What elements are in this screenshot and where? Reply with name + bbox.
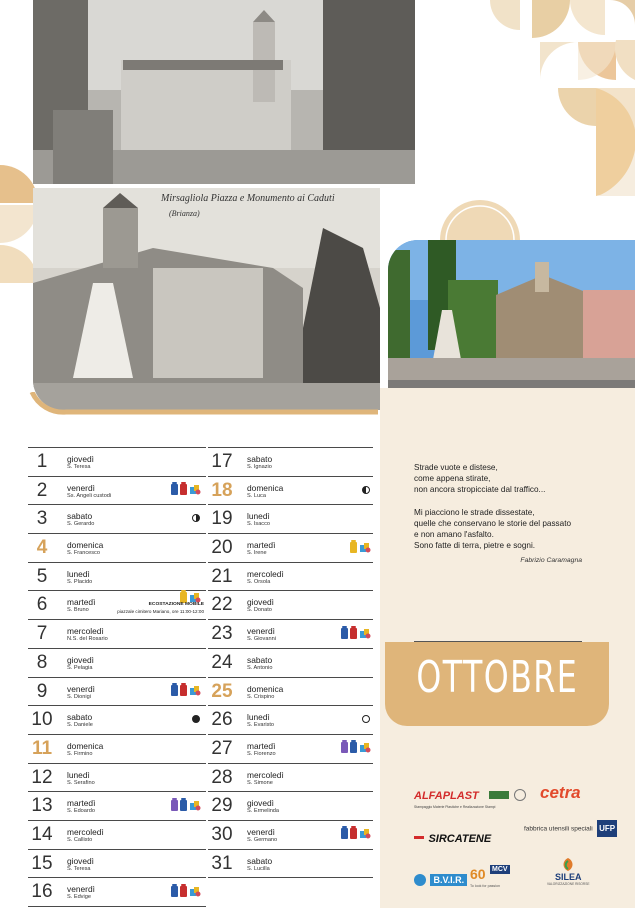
mixed-waste-icon <box>359 628 371 639</box>
decorative-semicircle <box>440 200 520 242</box>
sponsor-logo-sircatene: SIRCATENE <box>414 829 491 847</box>
waste-bin-icon-blu <box>341 828 348 839</box>
saint-name: S. Simone <box>247 779 273 786</box>
calendar-top-rule <box>28 447 206 448</box>
saint-name: S. Lucilla <box>247 865 270 872</box>
day-number: 4 <box>36 537 48 559</box>
weekday-label: venerdì <box>67 884 95 895</box>
calendar-day-row <box>28 678 206 707</box>
waste-bin-icon-rosso <box>180 484 187 495</box>
mixed-waste-icon <box>189 484 201 495</box>
day-number: 18 <box>211 479 233 501</box>
saint-name: S. Daniele <box>67 722 93 729</box>
weekday-label: sabato <box>247 454 273 464</box>
moon-phase-icon <box>192 715 200 723</box>
weekday-label: venerdì <box>67 683 95 694</box>
day-number: 16 <box>31 881 53 903</box>
waste-collection-icons <box>341 741 371 755</box>
calendar-day-row <box>208 448 373 477</box>
weekday-label: martedì <box>67 798 96 809</box>
postcard-subcaption: (Brianza) <box>169 209 200 218</box>
day-number: 2 <box>36 479 48 501</box>
weekday-label: mercoledì <box>247 568 284 579</box>
calendar-day-row <box>208 477 373 506</box>
day-number: 19 <box>211 508 233 530</box>
day-number: 13 <box>31 795 53 817</box>
calendar-day-row <box>28 505 206 534</box>
poem-line: e non amano l'asfalto. <box>414 530 494 540</box>
moon-phase-icon <box>362 486 370 494</box>
saint-name: S. Teresa <box>67 464 91 470</box>
day-number: 7 <box>36 623 48 645</box>
weekday-label: venerdì <box>247 626 275 637</box>
mixed-waste-icon <box>189 685 201 696</box>
saint-name: S. Ermelinda <box>247 808 280 815</box>
month-title: OTTOBRE <box>416 652 579 703</box>
waste-bin-icon-viola <box>341 742 348 753</box>
waste-collection-icons <box>341 626 371 640</box>
photo-frame-accent <box>28 392 384 416</box>
weekday-label: martedì <box>67 597 96 608</box>
saint-name: S. Isacco <box>247 521 271 528</box>
poem-line: Strade vuote e distese, <box>414 463 498 472</box>
mixed-waste-icon <box>359 542 371 553</box>
poem-line: Sono fatte di terra, pietre e sogni. <box>414 541 536 551</box>
calendar-day-row <box>28 706 206 735</box>
silea-leaf-icon <box>560 858 576 872</box>
calendar-day-row <box>28 448 206 477</box>
poem-author: Fabrizio Caramagna <box>520 557 582 564</box>
day-number: 21 <box>211 565 233 587</box>
calendar-day-row <box>28 563 206 592</box>
poem <box>414 462 614 551</box>
calendar-day-row <box>208 792 373 821</box>
calendar-day-row <box>28 649 206 678</box>
waste-collection-icons <box>171 884 201 898</box>
saint-name: S. Edoardo <box>67 808 95 815</box>
sponsor-logo-alfaplast: ALFAPLAST Stampaggio Materie Plastiche e Realizzazione Stampi <box>414 786 526 809</box>
calendar-day-row <box>208 735 373 764</box>
day-number: 14 <box>31 823 53 845</box>
weekday-label: lunedì <box>67 568 90 579</box>
weekday-label: venerdì <box>247 826 275 837</box>
waste-bin-icon-blu <box>350 742 357 753</box>
sponsor-logo-mcv: 60 $^{MCV}$ To look for passion <box>470 866 508 888</box>
day-number: 5 <box>36 565 48 587</box>
calendar-column-left <box>28 448 206 907</box>
day-number: 11 <box>31 737 53 759</box>
calendar-day-row <box>28 764 206 793</box>
waste-bin-icon-viola <box>171 800 178 811</box>
calendar-day-row <box>28 477 206 506</box>
waste-bin-icon-blu <box>171 886 178 897</box>
saint-name: S. Pelagia <box>67 664 93 671</box>
weekday-label: lunedì <box>247 712 270 723</box>
calendar-day-row <box>28 534 206 563</box>
saint-name: S. Firmino <box>67 750 93 757</box>
calendar-day-row <box>28 821 206 850</box>
mixed-waste-icon <box>189 800 201 811</box>
ecostation-subtitle: piazzale cimitero Mariano, ore 11:00-12:00 <box>117 609 204 615</box>
saint-name: S. Callisto <box>67 836 93 843</box>
weekday-label: domenica <box>247 482 284 493</box>
saint-name: S. Teresa <box>67 865 91 872</box>
calendar-day-row <box>28 850 206 879</box>
mixed-waste-icon <box>359 742 371 753</box>
poem-line: quelle che conservano le storie del passato <box>414 518 572 528</box>
day-number: 3 <box>36 508 48 530</box>
weekday-label: sabato <box>247 855 273 866</box>
waste-bin-icon-rosso <box>180 886 187 897</box>
calendar-day-row <box>208 505 373 534</box>
calendar-day-row <box>208 534 373 563</box>
weekday-label: mercoledì <box>67 826 104 837</box>
weekday-label: domenica <box>67 540 104 551</box>
weekday-label: lunedì <box>67 769 90 780</box>
waste-collection-icons <box>171 684 201 698</box>
day-number: 9 <box>36 680 48 702</box>
weekday-label: venerdì <box>67 482 95 493</box>
waste-bin-icon-rosso <box>180 685 187 696</box>
day-number: 17 <box>211 451 233 472</box>
saint-name: S. Francesco <box>67 550 100 557</box>
calendar-day-row <box>28 735 206 764</box>
waste-bin-icon-blu <box>171 484 178 495</box>
day-number: 1 <box>36 451 48 472</box>
day-number: 28 <box>211 766 233 788</box>
mixed-waste-icon <box>359 828 371 839</box>
day-number: 22 <box>211 594 233 616</box>
weekday-label: giovedì <box>67 654 95 665</box>
waste-collection-icons <box>341 827 371 841</box>
saint-name: S. Luca <box>247 492 266 499</box>
weekday-label: giovedì <box>247 597 275 608</box>
waste-collection-icons <box>350 540 371 554</box>
saint-name: S. Edvige <box>67 894 91 901</box>
weekday-label: lunedì <box>247 511 270 522</box>
saint-name: S. Orsola <box>247 578 271 585</box>
saint-name: S. Evaristo <box>247 722 275 729</box>
day-number: 10 <box>31 709 53 731</box>
saint-name: N.S. del Rosario <box>67 636 108 643</box>
day-number: 30 <box>211 823 233 845</box>
saint-name: S. Donato <box>247 607 272 614</box>
sponsor-logo-cetra: cetra <box>540 783 581 802</box>
poem-line: Mi piacciono le strade dissestate, <box>414 507 535 517</box>
day-number: 29 <box>211 795 233 817</box>
calendar-day-row <box>208 591 373 620</box>
waste-bin-icon-rosso <box>350 828 357 839</box>
poem-line: come appena stirate, <box>414 474 491 484</box>
month-banner <box>385 642 609 726</box>
waste-bin-icon-blu <box>180 800 187 811</box>
calendar-day-row <box>208 620 373 649</box>
day-number: 8 <box>36 651 48 673</box>
saint-name: S. Ignazio <box>247 464 272 470</box>
calendar-day-row <box>208 850 373 879</box>
day-number: 26 <box>211 709 233 731</box>
weekday-label: domenica <box>67 740 104 751</box>
weekday-label: giovedì <box>247 798 275 809</box>
calendar-day-row <box>208 649 373 678</box>
calendar-day-row <box>208 706 373 735</box>
poem-line: non ancora stropicciate dal traffico... <box>414 485 546 495</box>
weekday-label: martedì <box>247 540 276 551</box>
weekday-label: sabato <box>67 712 93 723</box>
weekday-label: giovedì <box>67 454 95 464</box>
modern-color-photo <box>388 240 635 388</box>
saint-name: Ss. Angeli custodi <box>67 492 112 499</box>
saint-name: S. Dionigi <box>67 693 91 700</box>
historic-postcard-photo <box>33 188 380 410</box>
saint-name: S. Fiorenzo <box>247 750 276 757</box>
moon-phase-icon <box>192 514 200 522</box>
saint-name: S. Bruno <box>67 607 89 614</box>
saint-name: S. Gerardo <box>67 521 95 528</box>
day-number: 24 <box>211 651 233 673</box>
calendar-day-row <box>208 563 373 592</box>
calendar-day-row <box>28 792 206 821</box>
calendar-day-row <box>208 678 373 707</box>
waste-bin-icon-blu <box>341 628 348 639</box>
waste-bin-icon-blu <box>171 685 178 696</box>
weekday-label: domenica <box>247 683 284 694</box>
moon-phase-icon <box>362 715 370 723</box>
saint-name: S. Serafino <box>67 779 95 786</box>
calendar-day-row <box>28 878 206 907</box>
sponsor-logo-bvir: B.V.I.R. <box>414 871 467 889</box>
waste-collection-icons <box>171 483 201 497</box>
weekday-label: sabato <box>247 654 273 665</box>
day-number: 12 <box>31 766 53 788</box>
day-number: 15 <box>31 852 53 874</box>
saint-name: S. Giovanni <box>247 636 276 643</box>
decorative-pattern <box>470 0 635 200</box>
day-number: 6 <box>36 594 48 616</box>
waste-bin-icon-giallo <box>350 542 357 553</box>
saint-name: S. Antonio <box>247 664 273 671</box>
weekday-label: martedì <box>247 740 276 751</box>
sponsor-logo-silea: SILEA VALORIZZAZIONE RISORSE <box>547 858 589 886</box>
saint-name: S. Placido <box>67 578 93 585</box>
waste-bin-icon-rosso <box>350 628 357 639</box>
sponsor-logo-ufp: fabbrica utensili speciali UFP <box>524 820 617 838</box>
day-number: 25 <box>211 680 233 702</box>
waste-collection-icons <box>171 798 201 812</box>
calendar-column-right <box>208 448 373 878</box>
saint-name: S. Germano <box>247 836 278 843</box>
weekday-label: sabato <box>67 511 93 522</box>
calendar-day-row <box>28 620 206 649</box>
calendar-day-row <box>28 591 206 620</box>
day-number: 27 <box>211 737 233 759</box>
mixed-waste-icon <box>189 886 201 897</box>
calendar-top-rule <box>208 447 373 448</box>
day-number: 20 <box>211 537 233 559</box>
day-number: 31 <box>211 852 233 874</box>
weekday-label: giovedì <box>67 855 95 866</box>
weekday-label: mercoledì <box>247 769 284 780</box>
calendar-day-row <box>208 764 373 793</box>
saint-name: S. Crispino <box>247 693 275 700</box>
historic-photo-top <box>33 0 415 184</box>
ecostation-title: ECOSTAZIONE MOBILE <box>148 602 204 608</box>
calendar-day-row <box>208 821 373 850</box>
postcard-caption: Mirsagliola Piazza e Monumento ai Caduti <box>161 193 335 204</box>
day-number: 23 <box>211 623 233 645</box>
weekday-label: mercoledì <box>67 626 104 637</box>
saint-name: S. Irene <box>247 550 267 557</box>
